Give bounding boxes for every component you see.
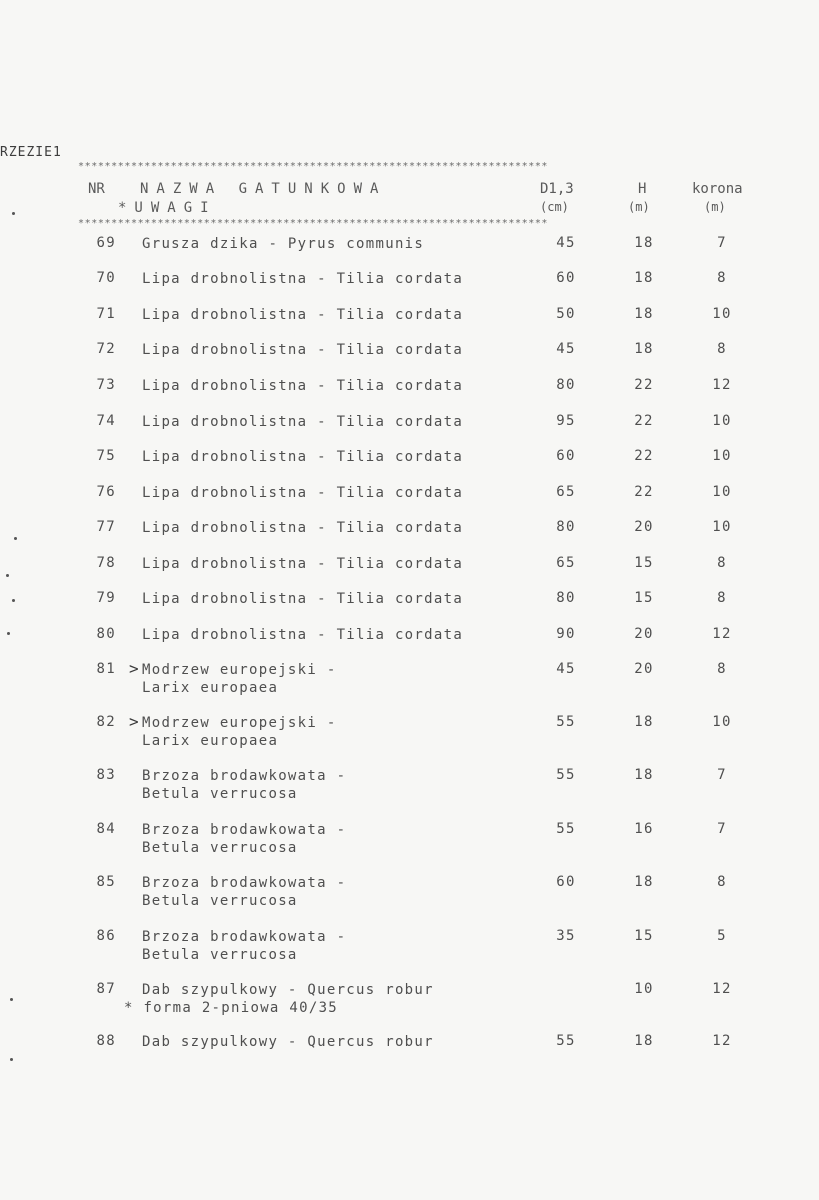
table-row — [0, 626, 819, 666]
crown-value: 8 — [717, 270, 727, 286]
species-name-line: Lipa drobnolistna - Tilia cordata — [142, 485, 464, 501]
species-name-line: Modrzew europejski - — [142, 662, 337, 678]
table-row — [0, 661, 819, 701]
header-height-unit: (m) — [628, 200, 650, 214]
height-value: 22 — [634, 484, 654, 500]
species-name-line: Lipa drobnolistna - Tilia cordata — [142, 627, 464, 643]
table-row — [0, 714, 819, 754]
crown-value: 7 — [717, 235, 727, 251]
height-value: 18 — [634, 767, 654, 783]
species-name — [142, 555, 463, 573]
header-remarks: *UWAGI — [118, 200, 217, 216]
species-name — [142, 413, 463, 431]
table-row — [0, 448, 819, 488]
diameter-value: 60 — [556, 874, 576, 890]
diameter-value: 65 — [556, 484, 576, 500]
diameter-value: 55 — [556, 1033, 576, 1049]
species-name — [142, 377, 463, 395]
height-value: 18 — [634, 1033, 654, 1049]
crown-value: 8 — [717, 555, 727, 571]
height-value: 15 — [634, 555, 654, 571]
species-name — [142, 484, 463, 502]
species-name-line: Dab szypulkowy - Quercus robur — [142, 982, 434, 998]
row-number: 71 — [96, 306, 116, 322]
species-name-line: Lipa drobnolistna - Tilia cordata — [142, 342, 464, 358]
species-name — [142, 590, 463, 608]
table-row — [0, 519, 819, 559]
species-name-line: Lipa drobnolistna - Tilia cordata — [142, 378, 464, 394]
diameter-value: 60 — [556, 448, 576, 464]
species-latin-line: Betula verrucosa — [142, 840, 298, 856]
species-name-line: Brzoza brodawkowata - — [142, 875, 347, 891]
row-number: 69 — [96, 235, 116, 251]
diameter-value: 55 — [556, 714, 576, 730]
species-name — [142, 341, 463, 359]
scan-speck — [10, 998, 13, 1001]
diameter-value: 55 — [556, 767, 576, 783]
row-number: 73 — [96, 377, 116, 393]
row-number: 79 — [96, 590, 116, 606]
species-name — [124, 981, 434, 1017]
species-latin-line: Larix europaea — [142, 680, 279, 696]
row-number: 86 — [96, 928, 116, 944]
table-row — [0, 874, 819, 914]
row-number: 76 — [96, 484, 116, 500]
row-number: 85 — [96, 874, 116, 890]
scan-speck — [12, 599, 15, 602]
species-name — [142, 1033, 434, 1051]
row-number: 81 — [96, 661, 116, 677]
scan-speck — [14, 537, 17, 540]
height-value: 18 — [634, 874, 654, 890]
height-value: 15 — [634, 928, 654, 944]
header-species-name: NAZWA GATUNKOWA — [140, 181, 387, 197]
header-top-rule: *********************************************************************** — [78, 161, 549, 172]
species-name — [142, 767, 346, 803]
diameter-value: 80 — [556, 377, 576, 393]
species-name-line: Lipa drobnolistna - Tilia cordata — [142, 556, 464, 572]
row-number: 77 — [96, 519, 116, 535]
crown-value: 10 — [712, 714, 732, 730]
diameter-value: 60 — [556, 270, 576, 286]
height-value: 18 — [634, 235, 654, 251]
height-value: 16 — [634, 821, 654, 837]
table-row — [0, 306, 819, 346]
diameter-value: 65 — [556, 555, 576, 571]
species-name-line: Lipa drobnolistna - Tilia cordata — [142, 414, 464, 430]
height-value: 22 — [634, 413, 654, 429]
height-value: 18 — [634, 341, 654, 357]
row-number: 74 — [96, 413, 116, 429]
species-name-line: Lipa drobnolistna - Tilia cordata — [142, 449, 464, 465]
height-value: 22 — [634, 377, 654, 393]
header-nr: NR — [88, 181, 105, 197]
diameter-value: 80 — [556, 590, 576, 606]
height-value: 20 — [634, 626, 654, 642]
remark-note: * forma 2-pniowa 40/35 — [124, 1000, 339, 1016]
crown-value: 7 — [717, 767, 727, 783]
species-name-line: Dab szypulkowy - Quercus robur — [142, 1034, 434, 1050]
species-name-line: Brzoza brodawkowata - — [142, 768, 347, 784]
species-latin-line: Betula verrucosa — [142, 893, 298, 909]
scan-speck — [10, 1058, 13, 1061]
crown-value: 12 — [712, 626, 732, 642]
table-row — [0, 767, 819, 807]
table-row — [0, 555, 819, 595]
species-name-line: Grusza dzika - Pyrus communis — [142, 236, 425, 252]
species-name — [142, 661, 337, 697]
species-name-line: Lipa drobnolistna - Tilia cordata — [142, 591, 464, 607]
header-bottom-rule: *********************************************************************** — [78, 218, 549, 229]
species-latin-line: Betula verrucosa — [142, 947, 298, 963]
species-name — [142, 714, 337, 750]
table-row — [0, 235, 819, 275]
crown-value: 10 — [712, 413, 732, 429]
header-diameter: D1,3 — [540, 181, 574, 197]
header-crown: korona — [692, 181, 743, 197]
species-name — [142, 928, 346, 964]
crown-value: 10 — [712, 519, 732, 535]
height-value: 22 — [634, 448, 654, 464]
crown-value: 8 — [717, 590, 727, 606]
table-row — [0, 821, 819, 861]
height-value: 15 — [634, 590, 654, 606]
table-row — [0, 341, 819, 381]
crown-value: 12 — [712, 377, 732, 393]
cut-off-heading: RZEZIE1 — [0, 145, 62, 160]
species-latin-line: Betula verrucosa — [142, 786, 298, 802]
crown-value: 10 — [712, 448, 732, 464]
species-name-line: Brzoza brodawkowata - — [142, 929, 347, 945]
species-name — [142, 626, 463, 644]
row-number: 70 — [96, 270, 116, 286]
scan-speck — [6, 574, 9, 577]
species-name-line: Brzoza brodawkowata - — [142, 822, 347, 838]
diameter-value: 80 — [556, 519, 576, 535]
diameter-value: 45 — [556, 235, 576, 251]
diameter-value: 90 — [556, 626, 576, 642]
diameter-value: 45 — [556, 341, 576, 357]
row-number: 83 — [96, 767, 116, 783]
species-name — [142, 306, 463, 324]
height-value: 20 — [634, 519, 654, 535]
crown-value: 8 — [717, 661, 727, 677]
table-row — [0, 413, 819, 453]
species-name — [142, 235, 424, 253]
table-row — [0, 484, 819, 524]
table-row — [0, 377, 819, 417]
height-value: 20 — [634, 661, 654, 677]
table-row — [0, 928, 819, 968]
row-number: 87 — [96, 981, 116, 997]
crown-value: 5 — [717, 928, 727, 944]
height-value: 10 — [634, 981, 654, 997]
row-number: 75 — [96, 448, 116, 464]
species-name-line: Lipa drobnolistna - Tilia cordata — [142, 520, 464, 536]
species-name — [142, 270, 463, 288]
height-value: 18 — [634, 270, 654, 286]
diameter-value: 35 — [556, 928, 576, 944]
header-height: H — [638, 181, 647, 197]
table-row — [0, 1033, 819, 1073]
species-name-line: Lipa drobnolistna - Tilia cordata — [142, 271, 464, 287]
height-value: 18 — [634, 306, 654, 322]
species-latin-line: Larix europaea — [142, 733, 279, 749]
crown-value: 10 — [712, 306, 732, 322]
row-number: 80 — [96, 626, 116, 642]
crown-value: 12 — [712, 981, 732, 997]
crown-value: 10 — [712, 484, 732, 500]
crown-value: 7 — [717, 821, 727, 837]
header-crown-unit: (m) — [704, 200, 726, 214]
height-value: 18 — [634, 714, 654, 730]
row-number: 72 — [96, 341, 116, 357]
scan-speck — [12, 212, 15, 215]
species-name-line: Lipa drobnolistna - Tilia cordata — [142, 307, 464, 323]
header-diameter-unit: (cm) — [540, 200, 569, 214]
row-number: 84 — [96, 821, 116, 837]
species-name — [142, 874, 346, 910]
species-name — [142, 519, 463, 537]
table-row — [0, 981, 819, 1021]
diameter-value: 95 — [556, 413, 576, 429]
crown-value: 8 — [717, 341, 727, 357]
species-name — [142, 821, 346, 857]
handwritten-bracket-mark: > — [129, 712, 139, 731]
crown-value: 12 — [712, 1033, 732, 1049]
row-number: 82 — [96, 714, 116, 730]
table-row — [0, 270, 819, 310]
species-name-line: Modrzew europejski - — [142, 715, 337, 731]
scan-speck — [7, 632, 10, 635]
diameter-value: 55 — [556, 821, 576, 837]
table-row — [0, 590, 819, 630]
handwritten-bracket-mark: > — [129, 659, 139, 678]
crown-value: 8 — [717, 874, 727, 890]
diameter-value: 45 — [556, 661, 576, 677]
species-name — [142, 448, 463, 466]
row-number: 88 — [96, 1033, 116, 1049]
row-number: 78 — [96, 555, 116, 571]
diameter-value: 50 — [556, 306, 576, 322]
